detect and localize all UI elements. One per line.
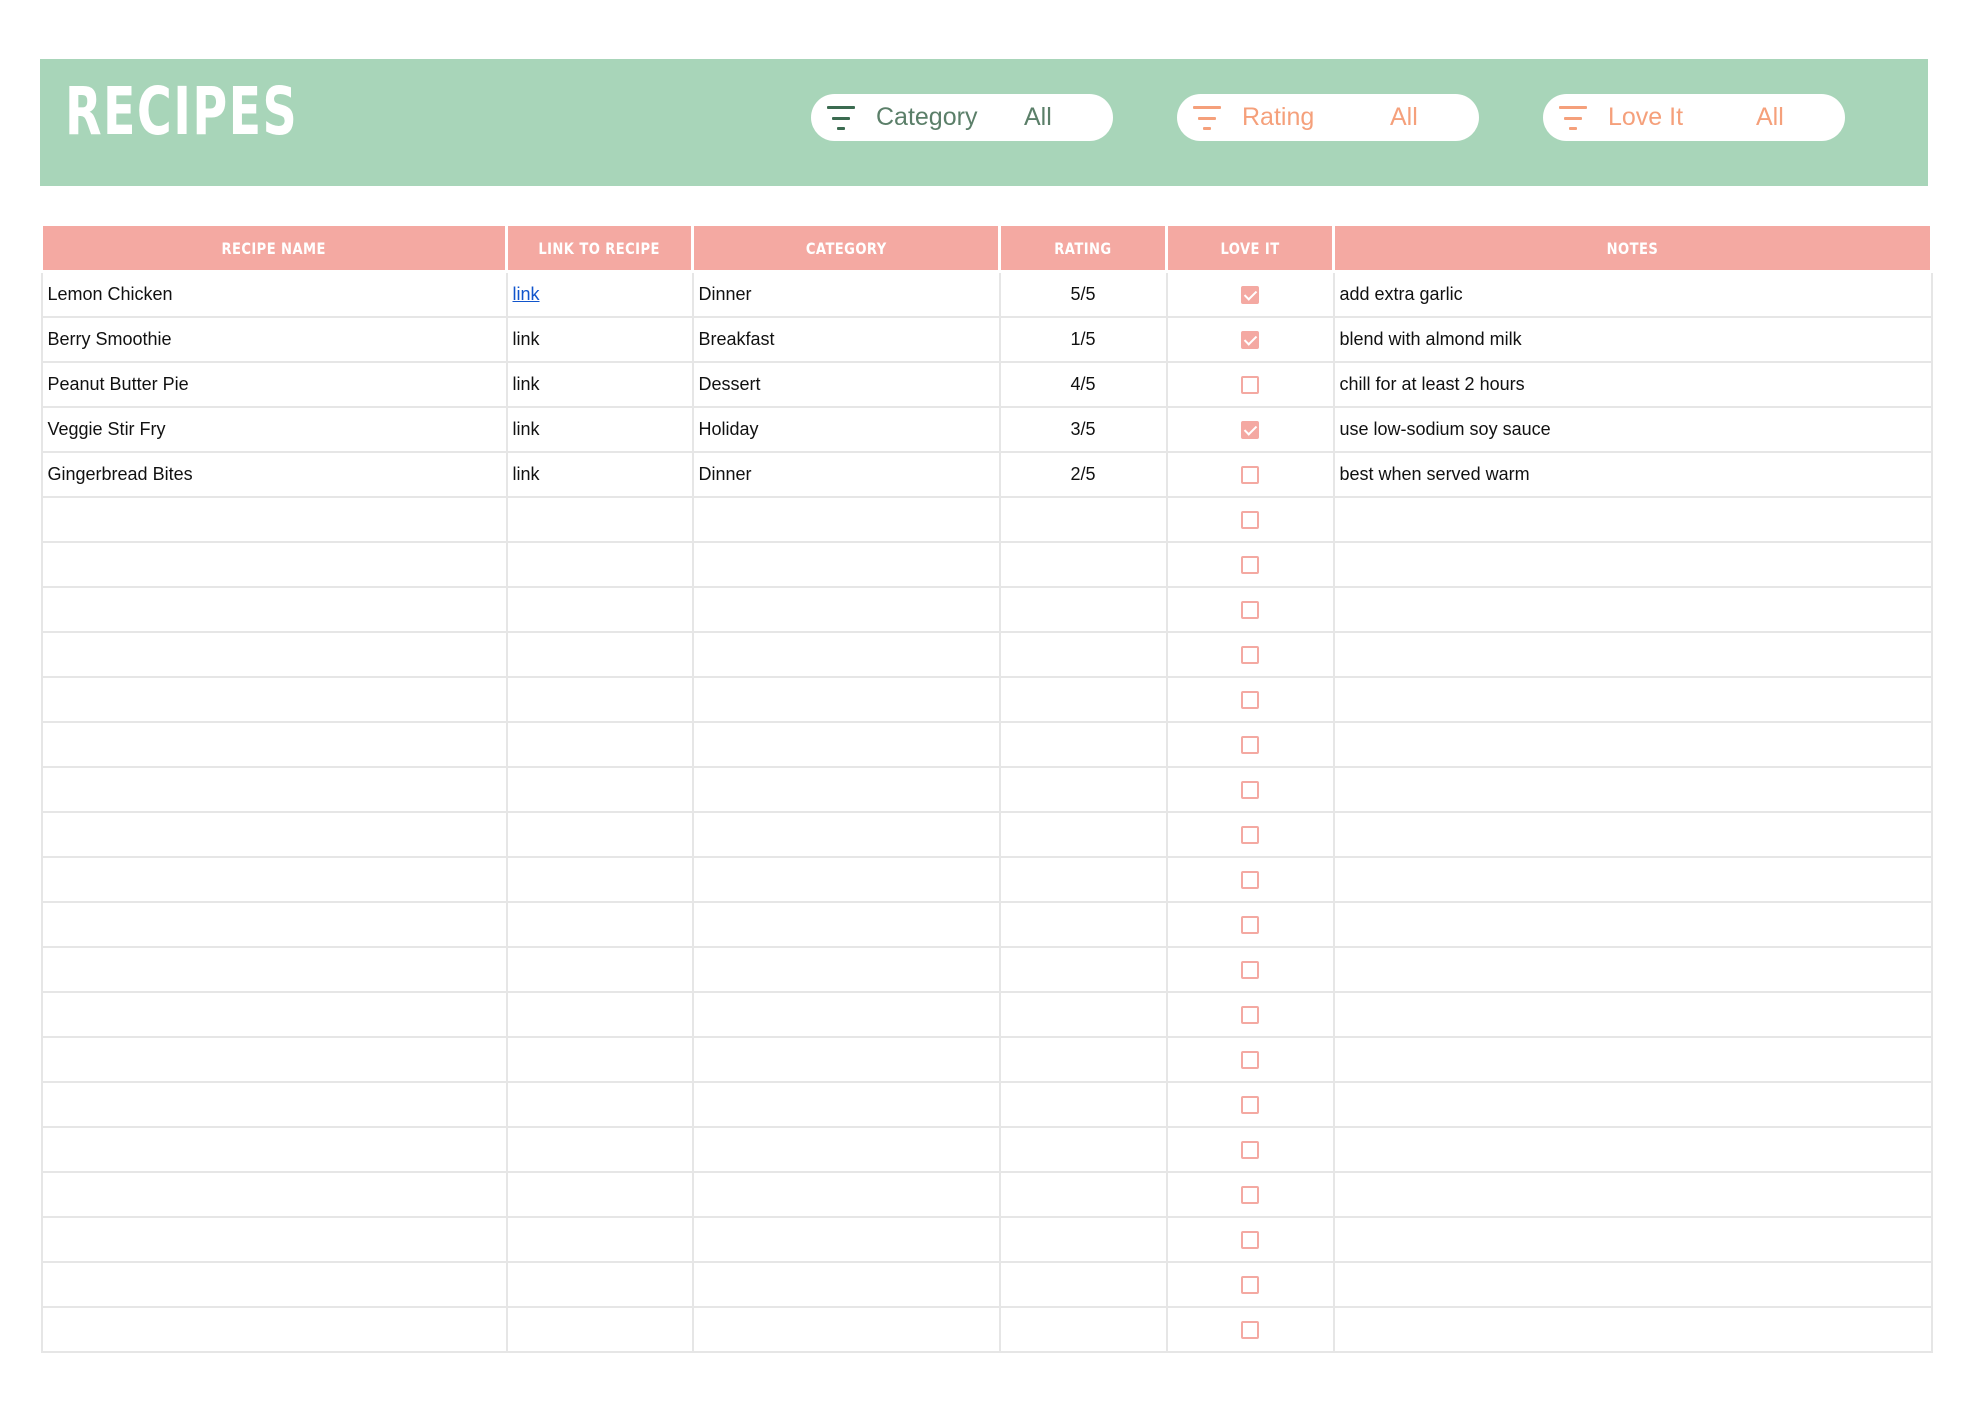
cell-category[interactable] (693, 902, 1000, 947)
cell-love-it (1167, 542, 1334, 587)
cell-category[interactable] (693, 542, 1000, 587)
love-it-checkbox[interactable] (1241, 781, 1259, 799)
filter-icon (1193, 106, 1221, 130)
cell-link[interactable] (507, 1217, 693, 1262)
filter-icon (827, 106, 855, 130)
cell-link[interactable] (507, 1037, 693, 1082)
cell-category[interactable]: Dinner (693, 272, 1000, 318)
filter-love-it[interactable] (1543, 94, 1845, 141)
cell-love-it (1167, 407, 1334, 452)
cell-link[interactable] (507, 542, 693, 587)
love-it-checkbox[interactable] (1241, 1231, 1259, 1249)
cell-category[interactable] (693, 767, 1000, 812)
cell-link[interactable]: link (507, 407, 693, 452)
cell-love-it (1167, 587, 1334, 632)
cell-love-it (1167, 812, 1334, 857)
cell-love-it (1167, 452, 1334, 497)
column-header-rating[interactable]: RATING (1000, 225, 1167, 272)
filter-category[interactable] (811, 94, 1113, 141)
cell-notes[interactable]: add extra garlic (1334, 272, 1932, 318)
cell-link[interactable] (507, 857, 693, 902)
cell-recipe-name[interactable] (42, 902, 507, 947)
cell-recipe-name[interactable] (42, 992, 507, 1037)
cell-rating[interactable]: 4/5 (1000, 362, 1167, 407)
cell-recipe-name[interactable] (42, 1082, 507, 1127)
cell-recipe-name[interactable]: Berry Smoothie (42, 317, 507, 362)
cell-category[interactable] (693, 1307, 1000, 1352)
filter-icon (1559, 106, 1587, 130)
table-row (42, 407, 1932, 452)
cell-recipe-name[interactable]: Lemon Chicken (42, 272, 507, 318)
love-it-checkbox[interactable] (1241, 511, 1259, 529)
table-row (42, 902, 1932, 947)
table-row (42, 1082, 1932, 1127)
cell-rating[interactable] (1000, 767, 1167, 812)
cell-rating[interactable] (1000, 902, 1167, 947)
cell-recipe-name[interactable] (42, 1307, 507, 1352)
cell-notes[interactable] (1334, 857, 1932, 902)
cell-notes[interactable] (1334, 992, 1932, 1037)
cell-rating[interactable] (1000, 1172, 1167, 1217)
cell-link[interactable] (507, 677, 693, 722)
cell-love-it (1167, 1127, 1334, 1172)
table-row (42, 632, 1932, 677)
cell-rating[interactable] (1000, 1037, 1167, 1082)
cell-love-it (1167, 767, 1334, 812)
column-header-link-to-recipe[interactable]: LINK TO RECIPE (507, 225, 693, 272)
table-row (42, 857, 1932, 902)
cell-love-it (1167, 857, 1334, 902)
cell-rating[interactable] (1000, 677, 1167, 722)
cell-rating[interactable]: 1/5 (1000, 317, 1167, 362)
cell-category[interactable] (693, 857, 1000, 902)
cell-category[interactable] (693, 632, 1000, 677)
filter-rating-label: Rating (1242, 103, 1315, 131)
cell-link[interactable] (507, 1082, 693, 1127)
cell-recipe-name[interactable]: Peanut Butter Pie (42, 362, 507, 407)
cell-recipe-name[interactable] (42, 812, 507, 857)
cell-notes[interactable] (1334, 1127, 1932, 1172)
cell-notes[interactable] (1334, 497, 1932, 542)
love-it-checkbox[interactable] (1241, 736, 1259, 754)
cell-notes[interactable]: blend with almond milk (1334, 317, 1932, 362)
table-row (42, 317, 1932, 362)
cell-love-it (1167, 317, 1334, 362)
love-it-checkbox[interactable] (1241, 1051, 1259, 1069)
filter-category-label: Category (876, 103, 978, 131)
cell-category[interactable]: Dinner (693, 452, 1000, 497)
love-it-checkbox[interactable] (1241, 1276, 1259, 1294)
table-row (42, 1172, 1932, 1217)
table-row (42, 587, 1932, 632)
cell-link[interactable] (507, 722, 693, 767)
cell-link[interactable]: link (507, 317, 693, 362)
cell-category[interactable] (693, 587, 1000, 632)
cell-link[interactable] (507, 1262, 693, 1307)
table-row (42, 992, 1932, 1037)
love-it-checkbox[interactable] (1241, 466, 1259, 484)
cell-rating[interactable] (1000, 587, 1167, 632)
table-row (42, 677, 1932, 722)
cell-category[interactable] (693, 1127, 1000, 1172)
cell-category[interactable] (693, 812, 1000, 857)
cell-recipe-name[interactable] (42, 1037, 507, 1082)
cell-category[interactable] (693, 1037, 1000, 1082)
filter-love-it-label: Love It (1608, 103, 1684, 131)
cell-love-it (1167, 1082, 1334, 1127)
table-header-row (42, 225, 1932, 272)
cell-link[interactable] (507, 1172, 693, 1217)
filter-love-it-value[interactable]: All (1756, 103, 1784, 131)
cell-rating[interactable]: 5/5 (1000, 272, 1167, 318)
love-it-checkbox[interactable] (1241, 1006, 1259, 1024)
cell-notes[interactable]: chill for at least 2 hours (1334, 362, 1932, 407)
cell-rating[interactable] (1000, 947, 1167, 992)
cell-category[interactable] (693, 677, 1000, 722)
filter-category-value[interactable]: All (1024, 103, 1052, 131)
cell-link[interactable] (507, 902, 693, 947)
cell-link[interactable] (507, 1127, 693, 1172)
cell-love-it (1167, 722, 1334, 767)
cell-recipe-name[interactable] (42, 722, 507, 767)
table-row (42, 767, 1932, 812)
cell-notes[interactable] (1334, 1217, 1932, 1262)
love-it-checkbox[interactable] (1241, 421, 1259, 439)
cell-link[interactable] (507, 272, 693, 318)
table-row (42, 947, 1932, 992)
cell-notes[interactable] (1334, 812, 1932, 857)
cell-category[interactable] (693, 1082, 1000, 1127)
cell-love-it (1167, 362, 1334, 407)
cell-recipe-name[interactable] (42, 497, 507, 542)
cell-rating[interactable] (1000, 632, 1167, 677)
cell-rating[interactable] (1000, 722, 1167, 767)
cell-category[interactable] (693, 1217, 1000, 1262)
love-it-checkbox[interactable] (1241, 646, 1259, 664)
cell-love-it (1167, 1307, 1334, 1352)
cell-rating[interactable] (1000, 812, 1167, 857)
cell-rating[interactable] (1000, 1262, 1167, 1307)
cell-category[interactable]: Dessert (693, 362, 1000, 407)
love-it-checkbox[interactable] (1241, 286, 1259, 304)
cell-link[interactable] (507, 992, 693, 1037)
table-row (42, 272, 1932, 318)
love-it-checkbox[interactable] (1241, 1096, 1259, 1114)
cell-category[interactable] (693, 947, 1000, 992)
cell-rating[interactable] (1000, 1082, 1167, 1127)
cell-recipe-name[interactable] (42, 587, 507, 632)
table-row (42, 812, 1932, 857)
cell-rating[interactable]: 2/5 (1000, 452, 1167, 497)
cell-notes[interactable]: use low-sodium soy sauce (1334, 407, 1932, 452)
cell-notes[interactable] (1334, 587, 1932, 632)
cell-love-it (1167, 677, 1334, 722)
cell-rating[interactable] (1000, 1217, 1167, 1262)
cell-rating[interactable] (1000, 1127, 1167, 1172)
cell-link[interactable] (507, 497, 693, 542)
filter-rating-value[interactable]: All (1390, 103, 1418, 131)
cell-link[interactable] (507, 767, 693, 812)
cell-recipe-name[interactable] (42, 1127, 507, 1172)
cell-recipe-name[interactable] (42, 1262, 507, 1307)
love-it-checkbox[interactable] (1241, 1321, 1259, 1339)
cell-notes[interactable] (1334, 677, 1932, 722)
cell-link[interactable] (507, 812, 693, 857)
cell-notes[interactable] (1334, 1037, 1932, 1082)
cell-recipe-name[interactable] (42, 947, 507, 992)
table-row (42, 1307, 1932, 1352)
cell-love-it (1167, 632, 1334, 677)
love-it-checkbox[interactable] (1241, 1141, 1259, 1159)
cell-recipe-name[interactable]: Veggie Stir Fry (42, 407, 507, 452)
column-header-love-it[interactable]: LOVE IT (1167, 225, 1334, 272)
cell-link[interactable] (507, 632, 693, 677)
cell-recipe-name[interactable] (42, 632, 507, 677)
page-title: RECIPES (65, 73, 299, 150)
table-row (42, 542, 1932, 587)
cell-link[interactable] (507, 1307, 693, 1352)
love-it-checkbox[interactable] (1241, 1186, 1259, 1204)
cell-notes[interactable] (1334, 947, 1932, 992)
cell-rating[interactable] (1000, 542, 1167, 587)
cell-recipe-name[interactable] (42, 1172, 507, 1217)
recipes-table (40, 223, 1933, 1353)
cell-recipe-name[interactable] (42, 1217, 507, 1262)
love-it-checkbox[interactable] (1241, 871, 1259, 889)
cell-recipe-name[interactable] (42, 677, 507, 722)
cell-link[interactable]: link (507, 452, 693, 497)
cell-rating[interactable] (1000, 857, 1167, 902)
cell-love-it (1167, 902, 1334, 947)
table-row (42, 497, 1932, 542)
column-header-category[interactable]: CATEGORY (693, 225, 1000, 272)
cell-link[interactable] (507, 587, 693, 632)
table-body (42, 272, 1932, 1353)
table-row (42, 1217, 1932, 1262)
cell-love-it (1167, 992, 1334, 1037)
cell-notes[interactable] (1334, 632, 1932, 677)
cell-rating[interactable] (1000, 1307, 1167, 1352)
cell-recipe-name[interactable] (42, 857, 507, 902)
love-it-checkbox[interactable] (1241, 826, 1259, 844)
column-header-notes[interactable]: NOTES (1334, 225, 1932, 272)
table-row (42, 1262, 1932, 1307)
cell-category[interactable]: Breakfast (693, 317, 1000, 362)
cell-love-it (1167, 1037, 1334, 1082)
cell-category[interactable] (693, 1262, 1000, 1307)
cell-recipe-name[interactable]: Gingerbread Bites (42, 452, 507, 497)
cell-notes[interactable] (1334, 542, 1932, 587)
table-row (42, 362, 1932, 407)
cell-category[interactable]: Holiday (693, 407, 1000, 452)
love-it-checkbox[interactable] (1241, 376, 1259, 394)
cell-recipe-name[interactable] (42, 542, 507, 587)
cell-notes[interactable]: best when served warm (1334, 452, 1932, 497)
header-banner (40, 59, 1928, 186)
cell-category[interactable] (693, 1172, 1000, 1217)
cell-notes[interactable] (1334, 767, 1932, 812)
cell-love-it (1167, 1172, 1334, 1217)
cell-link[interactable]: link (507, 362, 693, 407)
love-it-checkbox[interactable] (1241, 556, 1259, 574)
table-row (42, 1127, 1932, 1172)
love-it-checkbox[interactable] (1241, 961, 1259, 979)
cell-love-it (1167, 1262, 1334, 1307)
table-row (42, 452, 1932, 497)
table-row (42, 722, 1932, 767)
cell-rating[interactable] (1000, 992, 1167, 1037)
cell-notes[interactable] (1334, 902, 1932, 947)
cell-link[interactable] (507, 947, 693, 992)
cell-notes[interactable] (1334, 722, 1932, 767)
cell-rating[interactable]: 3/5 (1000, 407, 1167, 452)
cell-rating[interactable] (1000, 497, 1167, 542)
filter-rating[interactable] (1177, 94, 1479, 141)
cell-notes[interactable] (1334, 1262, 1932, 1307)
column-header-recipe-name[interactable]: RECIPE NAME (42, 225, 507, 272)
cell-love-it (1167, 272, 1334, 318)
table-row (42, 1037, 1932, 1082)
cell-notes[interactable] (1334, 1307, 1932, 1352)
cell-notes[interactable] (1334, 1082, 1932, 1127)
love-it-checkbox[interactable] (1241, 916, 1259, 934)
cell-notes[interactable] (1334, 1172, 1932, 1217)
cell-love-it (1167, 497, 1334, 542)
cell-recipe-name[interactable] (42, 767, 507, 812)
love-it-checkbox[interactable] (1241, 331, 1259, 349)
recipe-link[interactable]: link (512, 284, 540, 304)
cell-category[interactable] (693, 497, 1000, 542)
cell-love-it (1167, 947, 1334, 992)
love-it-checkbox[interactable] (1241, 601, 1259, 619)
love-it-checkbox[interactable] (1241, 691, 1259, 709)
cell-category[interactable] (693, 992, 1000, 1037)
cell-love-it (1167, 1217, 1334, 1262)
cell-category[interactable] (693, 722, 1000, 767)
